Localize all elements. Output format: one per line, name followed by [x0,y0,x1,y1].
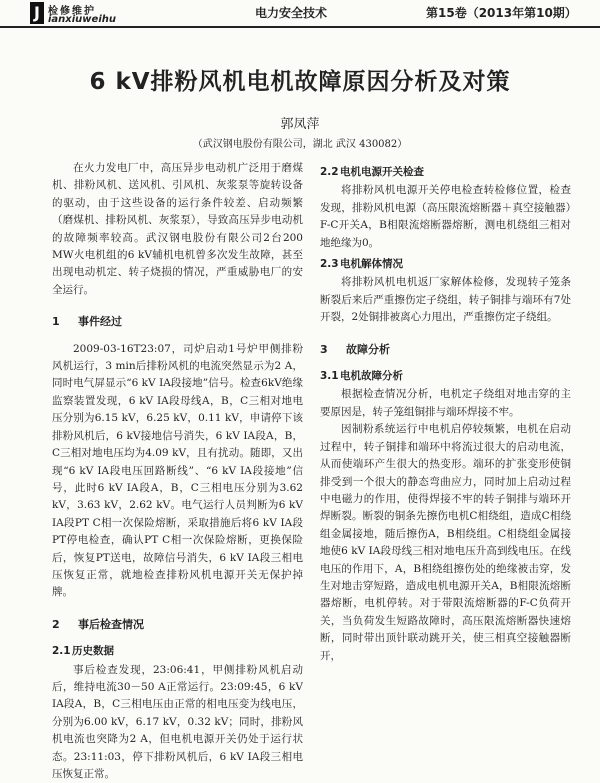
intro-paragraph: 在火力发电厂中，高压异步电动机广泛用于磨煤机、排粉风机、送风机、引风机、灰浆泵等旋转设备的驱动，由于这些设备的运行条件较差、启动频繁（磨煤机、排粉风机、灰浆泵），导致高压异步电动机的故障频率较高。武汉钢电股份有限公司2台200 MW火电机组的6 kV辅机电机曾多次发生故障，甚至出现电动机定、转子烧损的情况，严重威胁电厂的安全运行。 [52,162,303,296]
journal-name: 电力安全技术 [255,6,328,20]
section-heading [52,616,303,633]
subsection-number: 3.1 [320,370,339,383]
subsection-number: 2.1 [52,645,71,658]
logo-column-pinyin: ianxiuweihu [48,14,116,25]
subsection-heading [320,164,571,181]
analysis-paragraph: 根据检查情况分析，电机定子绕组对地击穿的主要原因是，转子笼组铜排与端环焊接不牢。 [320,388,571,418]
section-title: 故障分析 [346,342,390,356]
running-header [0,0,600,28]
section-number: 3 [320,342,328,356]
subsection-title: 电机故障分析 [340,370,403,383]
subsection-title: 电机电源开关检查 [340,166,424,178]
subsection-title: 电机解体情况 [340,258,403,271]
section-heading [320,341,571,358]
cause-paragraph: 因制粉系统运行中电机启停较频繁，电机在启动过程中，转子铜排和端环中将流过很大的启动电流，从而使端环产生很大的热变形。端环的扩张变形使铜排受到一个很大的静态弯曲应力，同时加上启动过程中电磁力的作用，使得焊接不牢的转子铜排与端环开焊断裂。断裂的铜条先擦伤电机C相绕组，造成C相绕组金属接地，随后擦伤A，B相绕组。C相绕组金属接地使6 kV IA段母线三相对地电压升高到线电压。在线电压的作用下，A，B相绕组擦伤处的绝缘被击穿，发生对地击穿短路，造成电机电源开关A，B相限流熔断器熔断，电机停转。对于带限流熔断器的F-C负荷开关，当负荷发生短路故障时，高压限流熔断器快速熔断，同时带出顶针联动跳开关，使三相真空接触器断开， [320,423,571,662]
issue-info: 第15卷（2013年第10期） [426,6,577,20]
subsection-heading [320,256,571,273]
section-number: 1 [52,315,60,329]
logo-column-name: 检修维护 [48,6,96,17]
subsection-number: 2.3 [320,258,339,271]
affiliation: （武汉钢电股份有限公司，湖北 武汉 430082） [192,139,408,150]
section-title: 事后检查情况 [78,617,144,631]
event-paragraph: 2009-03-16T23:07，司炉启动1号炉甲侧排粉风机运行，3 min后排粉风机的电流突然显示为2 A，同时电气屏显示“6 kV IA段接地”信号。检查6kV绝缘监察装置发现，6 kV IA段母线A，B，C三相对地电压分别为6.15 kV，6.25 kV，0.11 kV，申请停下该排粉风机后，6 kV接地信号消失，6 kV IA段A，B，C三相对地电压均为4.09 kV，且有扰动。随即，又出现“6 kV IA段电压回路断线”、“6 kV IA段接地”信号，此时6 kV IA段A，B，C三相电压分别为3.62 kV，3.63 kV，2.62 kV。电气运行人员判断为6 kV IA段PT C相一次保险熔断，采取措施后将6 kV IA段PT停电检查，确认PT C相一次保险熔断，更换保险后，恢复PT送电，故障信号消失，6 kV IA段三相电压恢复正常，就地检查排粉风机电源开关无保护掉牌。 [52,342,303,599]
author: 郭凤萍 [280,117,320,132]
subsection-title: 历史数据 [72,645,114,658]
article-title: 6 kV排粉风机电机故障原因分析及对策 [89,69,511,95]
left-column [52,160,303,780]
section-number: 2 [52,617,60,631]
logo-letter: J [30,2,44,24]
section-heading [52,313,303,330]
switch-paragraph: 将排粉风机电源开关停电检查转检修位置，检查发现，排粉风机电源（高压限流熔断器＋真空接触器）F-C开关A，B相限流熔断器熔断，测电机绕组三相对地绝缘为0。 [320,184,571,249]
motor-paragraph: 将排粉风机电机返厂家解体检修，发现转子笼条断裂后来后严重擦伤定子绕组，转子铜排与端环有7处开裂，2处铜排被离心力甩出，严重擦伤定子绕组。 [320,276,571,324]
history-paragraph: 事后检查发现，23:06:41，甲侧排粉风机启动后，维持电流30－50 A正常运行。23:09:45，6 kV IA段A，B，C三相电压由正常的相电压变为线电压，分别为6.00 kV，6.17 kV，0.32 kV；同时，排粉风机电流也突降为2 A，但电机电源开关仍处于运行状态。23:11:03，停下排粉风机后，6 kV IA段三相电压恢复正常。 [52,663,303,780]
right-column [320,160,571,748]
section-title: 事件经过 [78,315,122,329]
subsection-number: 2.2 [320,166,339,178]
subsection-heading [52,643,303,660]
subsection-heading [320,368,571,385]
